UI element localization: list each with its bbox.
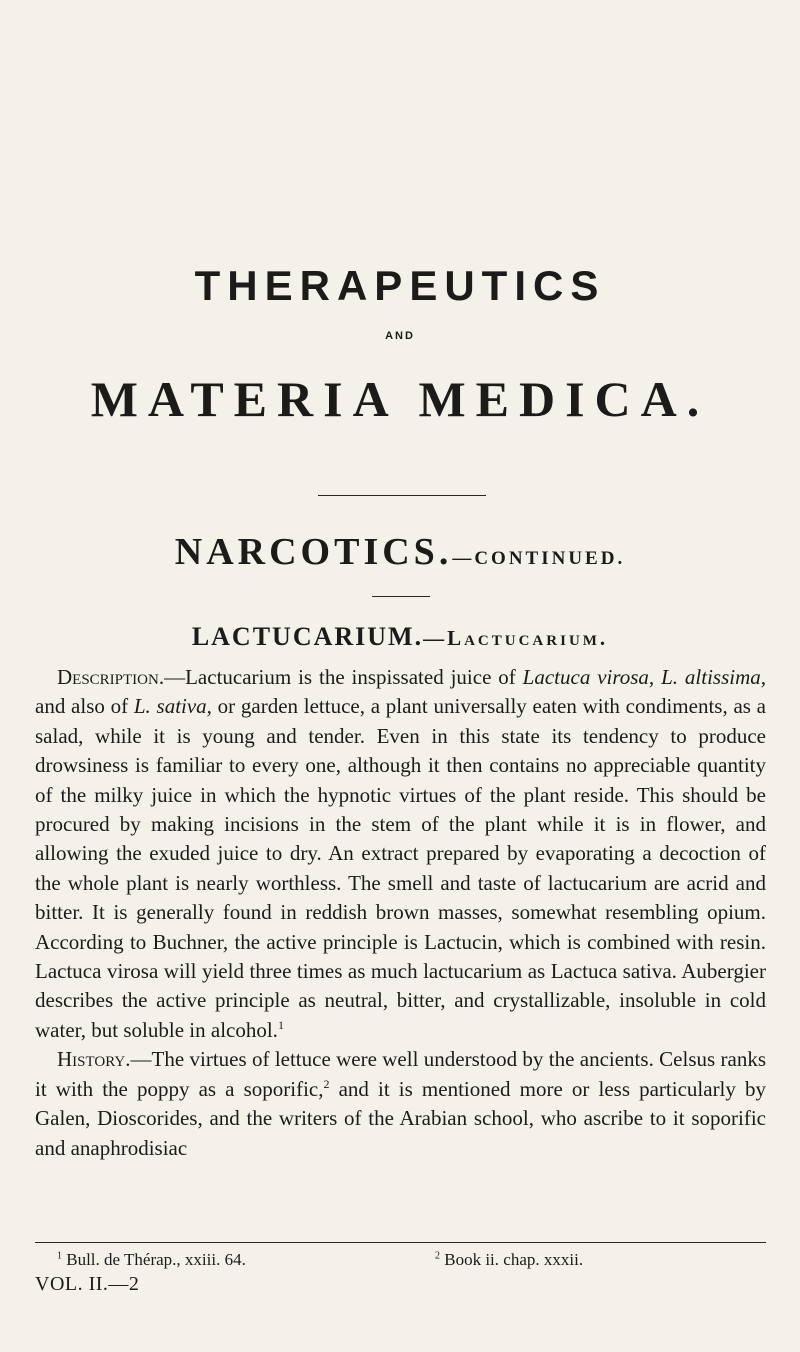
footnote-text: Book ii. chap. xxxii. (444, 1250, 584, 1269)
footnote-item (435, 1250, 583, 1270)
paragraph-text: —Lactucarium is the inspissated juice of (164, 665, 523, 689)
footnote-ref: 2 (323, 1076, 330, 1091)
book-title: THERAPEUTICS (194, 262, 606, 309)
description-paragraph (35, 663, 766, 1045)
subsection-heading (0, 622, 800, 652)
footnote-text: Bull. de Thérap., xxiii. 64. (66, 1250, 246, 1269)
body-text (35, 663, 766, 1163)
species-name: Lactuca virosa, L. altissima, (522, 665, 766, 689)
footnote-mark: 1 (57, 1250, 62, 1262)
paragraph-text: and it is mentioned more or less particularly by Galen, Dioscorides, and the writers of the Arabian school, who ascribe to it soporific and anaphrodisiac (35, 1076, 766, 1160)
section-heading (0, 530, 800, 574)
footnote-divider (35, 1242, 766, 1243)
history-label: History. (57, 1047, 131, 1072)
title-divider (318, 495, 486, 496)
subsection-name: LACTUCARIUM. (191, 622, 424, 651)
section-name: NARCOTICS. (174, 531, 453, 573)
volume-signature: VOL. II.—2 (35, 1273, 140, 1295)
footnote-ref: 1 (277, 1017, 284, 1032)
section-continued: —CONTINUED. (452, 548, 626, 569)
description-label: Description. (57, 665, 165, 689)
paragraph-text: and also of (35, 694, 134, 719)
title-conjunction: AND (385, 330, 415, 342)
paragraph-text: —The virtues of lettuce were well understood by the ancients. Celsus ranks it with the poppy as a soporific, (35, 1047, 766, 1101)
footnote-mark: 2 (435, 1250, 440, 1262)
subsection-latin: —Lactucarium. (423, 626, 609, 650)
history-paragraph (35, 1045, 766, 1163)
footnote-item (57, 1250, 246, 1270)
species-name: L. sativa, (133, 694, 212, 719)
section-divider (372, 596, 430, 597)
book-subtitle: MATERIA MEDICA. (90, 371, 710, 427)
paragraph-text: or garden lettuce, a plant universally eaten with condiments, as a salad, while it is young and tender. Even in this state its tendency to produce drowsiness is familiar to every one, although it then contains no appreciable quantity of the milky juice in which the hypnotic virtues of the plant reside. This should be procured by making incisions in the stem of the plant while it is in flower, and allowing the exuded juice to dry. An extract prepared by evaporating a decoction of the whole plant is nearly worthless. The smell and taste of lactucarium are acrid and bitter. It is generally found in reddish brown masses, somewhat resembling opium. According to Buchner, the active principle is Lactucin, which is combined with resin. Lactuca virosa will yield three times as much lactucarium as Lactuca sativa. Aubergier describes the active principle as neutral, bitter, and crystallizable, insoluble in cold water, but soluble in alcohol. (35, 694, 766, 1042)
